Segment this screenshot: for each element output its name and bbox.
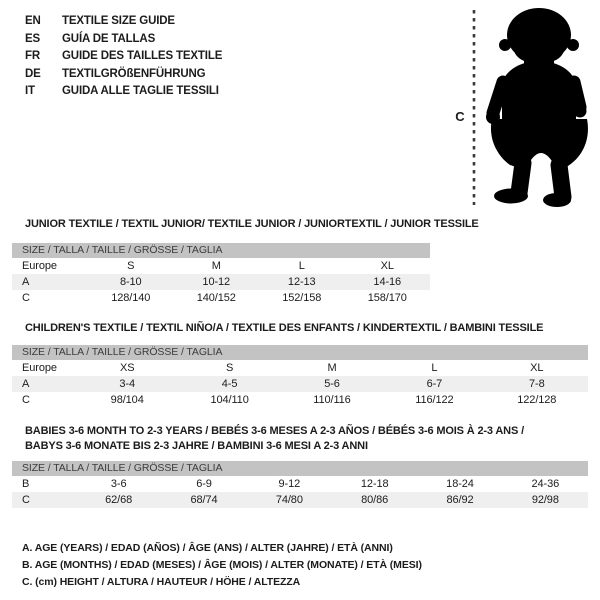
table-cell: 10-12 xyxy=(202,276,231,288)
table-cell: 6-9 xyxy=(196,478,212,490)
lang-code: ES xyxy=(25,32,41,45)
table-cell: 62/68 xyxy=(105,494,133,506)
table-cell: 12-18 xyxy=(360,478,389,490)
table-cell: 3-6 xyxy=(110,478,127,490)
table-cell: XL xyxy=(380,260,394,272)
lang-row-en xyxy=(25,13,222,31)
row-label: Europe xyxy=(22,260,57,272)
table-cell: 110/116 xyxy=(313,394,351,406)
table-cell: M xyxy=(211,260,221,272)
table-cell: 152/158 xyxy=(282,292,322,304)
lang-code: DE xyxy=(25,67,41,80)
baby-silhouette-icon xyxy=(486,8,588,207)
table-cell: 7-8 xyxy=(528,378,545,390)
table-cell: 92/98 xyxy=(531,494,559,506)
table-title: CHILDREN'S TEXTILE / TEXTIL NIÑO/A / TEXTILE DES ENFANTS / KINDERTEXTIL / BAMBINI TESSILE xyxy=(25,322,544,334)
table-cell: XS xyxy=(119,362,135,374)
table-cell: 74/80 xyxy=(275,494,303,506)
table-cell: 24-36 xyxy=(531,478,560,490)
table-cell: M xyxy=(327,362,337,374)
row-label: C xyxy=(22,292,30,304)
table-cell: 12-13 xyxy=(287,276,316,288)
table-cell: 8-10 xyxy=(119,276,142,288)
table-cell: 18-24 xyxy=(446,478,474,490)
table-row xyxy=(12,290,430,306)
table-cell: 158/170 xyxy=(367,292,407,304)
legend-line-a: A. AGE (YEARS) / EDAD (AÑOS) / ÂGE (ANS) / ALTER (JAHRE) / ETÀ (ANNI) xyxy=(22,542,393,554)
lang-label: GUIDA ALLE TAGLIE TESSILI xyxy=(62,85,219,97)
table-cell: 128/140 xyxy=(111,292,151,304)
table-cell: 122/128 xyxy=(517,394,557,406)
lang-row-fr xyxy=(25,48,222,66)
table-cell: 14-16 xyxy=(373,276,402,288)
table-cell: L xyxy=(298,260,305,272)
row-label: A xyxy=(22,378,30,390)
legend-line-c: C. (cm) HEIGHT / ALTURA / HAUTEUR / HÖHE / ALTEZZA xyxy=(22,576,301,588)
lang-label: GUÍA DE TALLAS xyxy=(62,32,156,45)
table-cell: 140/152 xyxy=(196,292,236,304)
table-cell: 104/110 xyxy=(210,394,249,406)
lang-row-it xyxy=(25,83,222,101)
row-label: A xyxy=(22,276,30,288)
table-cell: 4-5 xyxy=(221,378,238,390)
table-cell: L xyxy=(431,362,438,374)
table-cell: 98/104 xyxy=(110,394,144,406)
table-row xyxy=(12,360,588,376)
table-cell: 116/122 xyxy=(415,394,454,406)
children-textile-section xyxy=(0,322,600,408)
table-cell: XL xyxy=(530,362,544,374)
size-header-bar: SIZE / TALLA / TAILLE / GRÖSSE / TAGLIA xyxy=(12,345,588,360)
lang-label: TEXTILE SIZE GUIDE xyxy=(62,15,175,27)
table-cell: 5-6 xyxy=(324,378,340,390)
table-title xyxy=(25,424,600,454)
table-cell: 80/86 xyxy=(361,494,389,506)
table-cell: S xyxy=(127,260,135,272)
table-cell: 9-12 xyxy=(278,478,301,490)
lang-label: TEXTILGRÖßENFÜHRUNG xyxy=(62,67,206,80)
table-row xyxy=(12,376,588,392)
row-label: C xyxy=(22,394,30,406)
row-label: B xyxy=(22,478,30,490)
lang-code: IT xyxy=(25,85,35,97)
table-title: JUNIOR TEXTILE / TEXTIL JUNIOR/ TEXTILE JUNIOR / JUNIORTEXTIL / JUNIOR TESSILE xyxy=(25,218,479,230)
table-row xyxy=(12,392,588,408)
table-cell: S xyxy=(225,362,234,374)
children-size-table xyxy=(12,345,588,408)
lang-code: FR xyxy=(25,50,41,62)
baby-figure xyxy=(448,2,598,212)
language-title-list xyxy=(25,13,222,101)
measurement-legend xyxy=(22,540,600,591)
lang-label: GUIDE DES TAILLES TEXTILE xyxy=(62,50,223,62)
size-header-bar: SIZE / TALLA / TAILLE / GRÖSSE / TAGLIA xyxy=(12,243,430,258)
table-row xyxy=(12,258,430,274)
babies-size-table xyxy=(12,461,588,508)
table-cell: 68/74 xyxy=(190,494,218,506)
row-label: Europe xyxy=(22,362,57,374)
table-cell: 86/92 xyxy=(446,494,474,506)
junior-size-table xyxy=(12,243,430,306)
lang-row-de xyxy=(25,66,222,84)
legend-line-b: B. AGE (MONTHS) / EDAD (MESES) / ÂGE (MOIS) / ALTER (MONATE) / ETÀ (MESI) xyxy=(22,559,422,571)
table-cell: 6-7 xyxy=(426,378,443,390)
junior-textile-section xyxy=(0,218,600,306)
table-title-line: BABIES 3-6 MONTH TO 2-3 YEARS / BEBÉS 3-6 MESES A 2-3 AÑOS / BÉBÉS 3-6 MOIS À 2-3 ANS / xyxy=(25,425,524,437)
table-cell: 3-4 xyxy=(119,378,135,390)
height-measure-label: C xyxy=(455,109,465,124)
table-row xyxy=(12,492,588,508)
table-row xyxy=(12,274,430,290)
babies-textile-section xyxy=(0,424,600,508)
table-row xyxy=(12,476,588,492)
row-label: C xyxy=(22,494,30,506)
lang-code: EN xyxy=(25,15,41,27)
size-header-bar: SIZE / TALLA / TAILLE / GRÖSSE / TAGLIA xyxy=(12,461,588,476)
lang-row-es xyxy=(25,31,222,49)
table-title-line: BABYS 3-6 MONATE BIS 2-3 JAHRE / BAMBINI 3-6 MESI A 2-3 ANNI xyxy=(25,440,368,452)
